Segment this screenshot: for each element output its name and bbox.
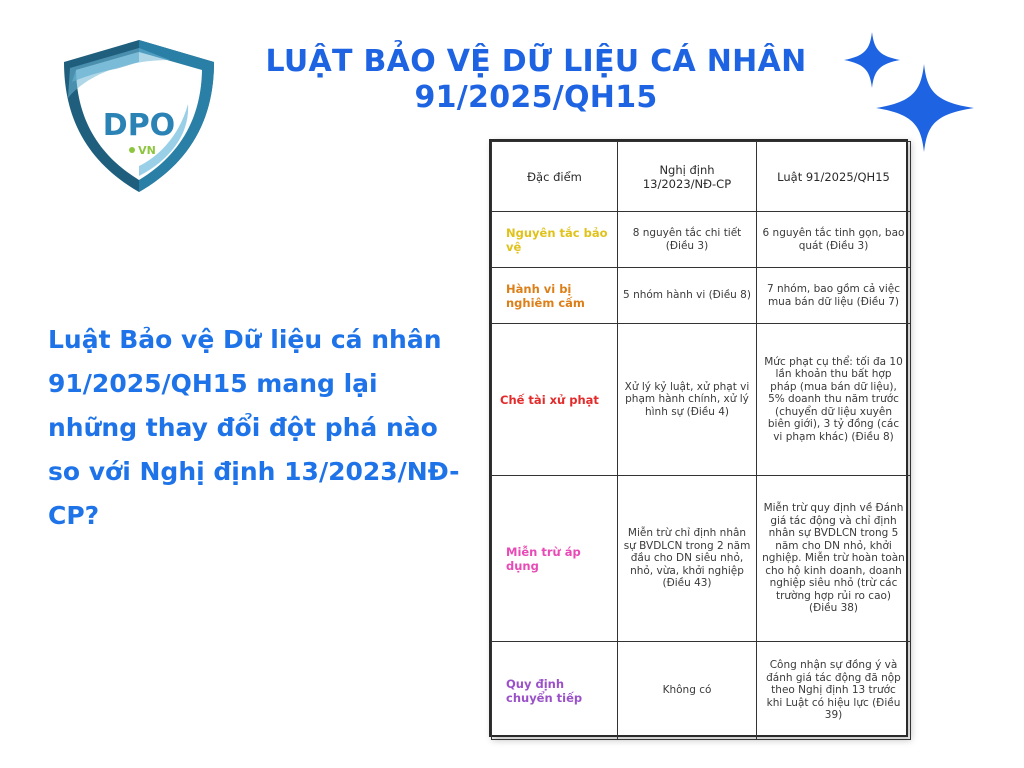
decree-cell: Không có [618,642,757,740]
table-row [492,642,911,740]
table-row [492,476,911,642]
title-line-2: 91/2025/QH15 [414,80,658,115]
header-decree: Nghị định 13/2023/NĐ-CP [618,142,757,212]
comparison-table [489,139,908,737]
sparkles-decoration [836,28,986,154]
logo-brand: DPO [102,108,176,143]
law-cell: Công nhận sự đồng ý và đánh giá tác động đã nộp theo Nghị định 13 trước khi Luật có hiệu lực (Điều 39) [757,642,911,740]
feature-cell: Hành vi bị nghiêm cấm [492,268,618,324]
logo-suffix: VN [138,144,156,157]
shield-logo-icon [60,38,218,194]
law-cell: 6 nguyên tắc tinh gọn, bao quát (Điều 3) [757,212,911,268]
feature-cell: Quy định chuyển tiếp [492,642,618,740]
dpo-logo [60,38,218,194]
law-cell: 7 nhóm, bao gồm cả việc mua bán dữ liệu (Điều 7) [757,268,911,324]
header-law: Luật 91/2025/QH15 [757,142,911,212]
title-line-1: LUẬT BẢO VỆ DỮ LIỆU CÁ NHÂN [265,44,807,79]
table-row [492,212,911,268]
decree-cell: Xử lý kỷ luật, xử phạt vi phạm hành chính, xử lý hình sự (Điều 4) [618,324,757,476]
header-feature: Đặc điểm [492,142,618,212]
law-cell: Miễn trừ quy định về Đánh giá tác động và chỉ định nhân sự BVDLCN trong 5 năm cho DN nhỏ, khởi nghiệp. Miễn trừ hoàn toàn cho hộ kinh doanh, doanh nghiệp siêu nhỏ (trừ các trường hợp rủi ro cao) (Điều 38) [757,476,911,642]
table-row [492,324,911,476]
law-cell: Mức phạt cụ thể: tối đa 10 lần khoản thu bất hợp pháp (mua bán dữ liệu), 5% doanh thu năm trước (chuyển dữ liệu xuyên biên giới), 3 tỷ đồng (các vi phạm khác) (Điều 8) [757,324,911,476]
decree-cell: 5 nhóm hành vi (Điều 8) [618,268,757,324]
feature-cell: Nguyên tắc bảo vệ [492,212,618,268]
decree-cell: Miễn trừ chỉ định nhân sự BVDLCN trong 2 năm đầu cho DN siêu nhỏ, nhỏ, vừa, khởi nghiệp (Điều 43) [618,476,757,642]
feature-cell: Miễn trừ áp dụng [492,476,618,642]
sparkle-icon [844,32,900,88]
table-header-row [492,142,911,212]
page-title [230,44,842,116]
table-row [492,268,911,324]
feature-cell: Chế tài xử phạt [492,324,618,476]
decree-cell: 8 nguyên tắc chi tiết (Điều 3) [618,212,757,268]
question-text: Luật Bảo vệ Dữ liệu cá nhân 91/2025/QH15 mang lại những thay đổi đột phá nào so với Nghị định 13/2023/NĐ-CP? [48,325,460,530]
